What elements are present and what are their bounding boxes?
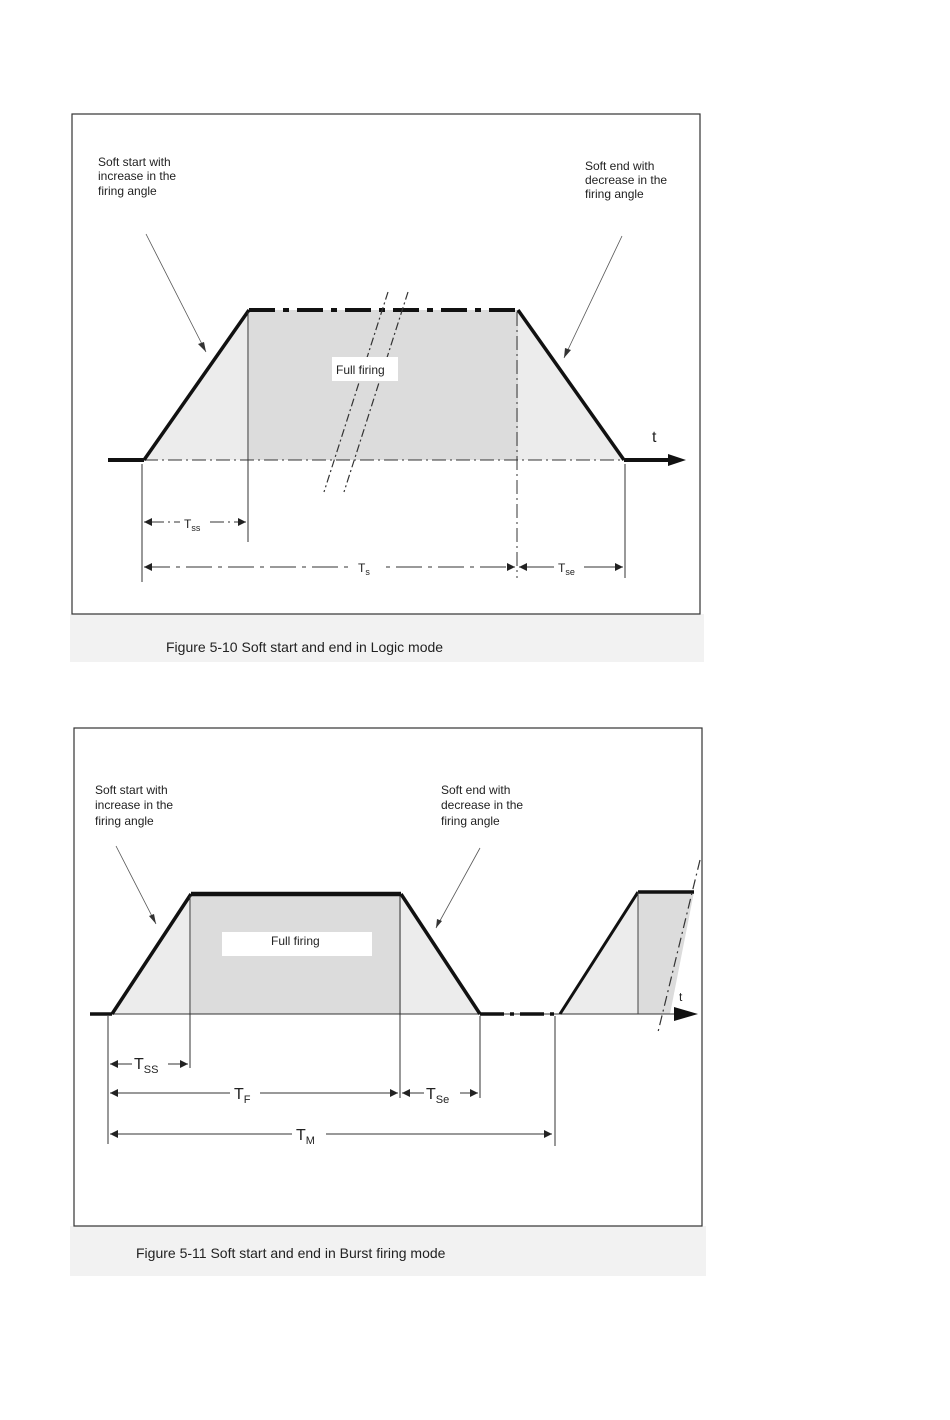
figure-5-11-diagram	[70, 726, 706, 1276]
figure-5-10-caption: Figure 5-10 Soft start and end in Logic mode	[166, 639, 444, 655]
full-firing-label: Full firing	[336, 363, 385, 377]
time-axis-label: t	[652, 429, 657, 446]
ts-label: Ts	[358, 561, 370, 577]
tss-label: Tss	[184, 517, 201, 533]
soft-end-text-3: firing angle	[441, 814, 500, 828]
soft-end-text-2: decrease in the	[441, 798, 524, 812]
tm-label: $T_M$	[296, 1127, 315, 1147]
tf-label: $T_F$	[234, 1086, 251, 1106]
figure-5-10-diagram	[70, 112, 704, 662]
tse-label: Tse	[558, 561, 575, 577]
figure-5-10	[70, 112, 704, 662]
full-firing-area	[249, 310, 518, 460]
figure-5-11	[70, 726, 706, 1276]
figure-5-11-caption: Figure 5-11 Soft start and end in Burst firing mode	[136, 1245, 446, 1261]
soft-start-text-2: increase in the	[95, 798, 174, 812]
full-firing-label: Full firing	[271, 934, 320, 948]
time-axis-label: t	[679, 990, 683, 1004]
tse-label: $T_{Se}$	[426, 1086, 450, 1106]
tss-label: $T_{SS}$	[134, 1056, 159, 1076]
soft-end-text-1: Soft end with	[585, 159, 655, 173]
soft-end-text-2: decrease in the	[585, 173, 668, 187]
soft-start-text-3: firing angle	[95, 814, 154, 828]
soft-start-text-1: Soft start with	[95, 783, 168, 797]
soft-end-text-3: firing angle	[585, 187, 644, 201]
soft-start-text-2: increase in the	[98, 169, 177, 183]
soft-start-text-3: firing angle	[98, 184, 157, 198]
soft-start-text-1: Soft start with	[98, 155, 171, 169]
soft-end-text-1: Soft end with	[441, 783, 511, 797]
